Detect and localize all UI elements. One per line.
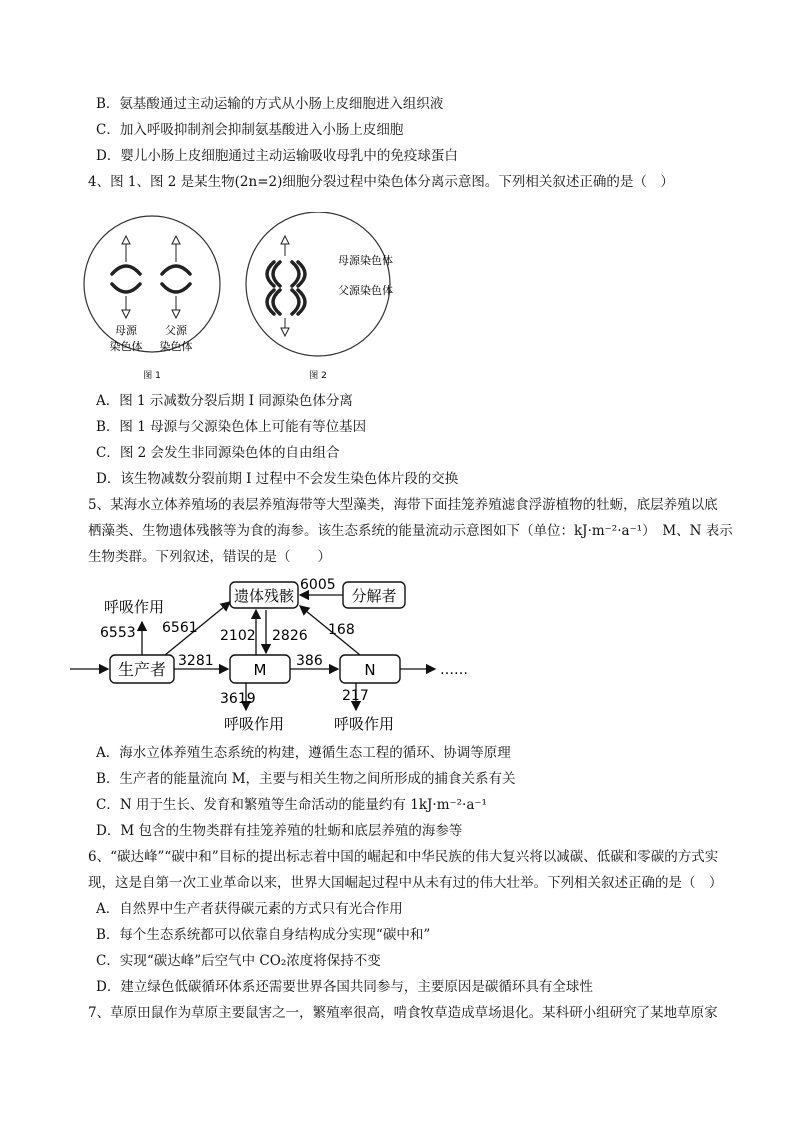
q6-stem-1: 6、“碳达峰”“碳中和”目标的提出标志着中国的崛起和中华民族的伟大复兴将以减碳、低碳和零碳的方式实 (88, 849, 719, 865)
value-producer-m: 3281 (178, 653, 214, 669)
m-label: M (253, 661, 267, 679)
value-n-residue: 168 (328, 622, 355, 638)
value-m-respiration: 3619 (220, 691, 256, 707)
value-producer-residue: 6561 (162, 620, 198, 636)
n-label: N (364, 661, 376, 679)
value-residue-m: 2826 (272, 628, 308, 644)
q6-option-d: D．建立绿色低碳循环体系还需要世界各国共同参与，主要原因是碳循环具有全球性 (96, 979, 593, 995)
fig1-chromosome-maternal (112, 266, 140, 292)
chain-continuation: …… (440, 662, 468, 678)
value-m-residue: 2102 (220, 628, 256, 644)
n-respiration-label: 呼吸作用 (334, 715, 395, 733)
fig2-label-paternal: 父源染色体 (338, 284, 393, 297)
fig2-chromosomes (267, 262, 305, 314)
q4-option-d: D．该生物减数分裂前期 I 过程中不会发生染色体片段的交换 (96, 471, 459, 487)
q5-option-b: B．生产者的能量流向 M，主要与相关生物之间所形成的捕食关系有关 (96, 771, 516, 787)
fig1-cell (84, 216, 220, 352)
producer-respiration-label: 呼吸作用 (104, 598, 165, 616)
q6-option-a: A．自然界中生产者获得碳元素的方式只有光合作用 (96, 901, 403, 917)
value-producer-respiration: 6553 (100, 625, 136, 641)
fig1-label-maternal-2: 染色体 (109, 340, 143, 353)
q4-figure (78, 212, 398, 387)
q5-stem-1: 5、某海水立体养殖场的表层养殖海带等大型藻类，海带下面挂笼养殖滤食浮游植物的牡蛎，底层养殖以底 (88, 497, 718, 513)
value-m-n: 386 (296, 653, 323, 669)
q3-option-b: B．氨基酸通过主动运输的方式从小肠上皮细胞进入组织液 (96, 96, 444, 112)
fig2-label-maternal: 母源染色体 (338, 254, 393, 267)
fig1-label-maternal-1: 母源 (115, 324, 137, 337)
producer-label: 生产者 (117, 660, 167, 679)
q5-option-d: D．M 包含的生物类群有挂笼养殖的牡蛎和底层养殖的海参等 (96, 823, 463, 839)
q4-option-a: A．图 1 示减数分裂后期 I 同源染色体分离 (96, 393, 353, 409)
q4-stem: 4、图 1、图 2 是某生物(2n=2)细胞分裂过程中染色体分离示意图。下列相关叙述正确的是（ ） (88, 174, 674, 190)
fig1-chromosome-paternal (162, 266, 190, 292)
fig1-caption: 图 1 (143, 371, 161, 381)
q6-stem-2: 现，这是自第一次工业革命以来，世界大国崛起过程中从未有过的伟大壮举。下列相关叙述正确的是（ ） (88, 875, 723, 891)
q6-option-c: C．实现“碳达峰”后空气中 CO₂浓度将保持不变 (96, 953, 381, 969)
m-respiration-label: 呼吸作用 (224, 715, 285, 733)
fig2-caption: 图 2 (309, 371, 327, 381)
q5-stem-2: 栖藻类、生物遗体残骸等为食的海参。该生态系统的能量流动示意图如下（单位：kJ·m⁻²·a⁻¹） M、N 表示 (88, 523, 733, 539)
value-n-respiration: 217 (342, 688, 369, 704)
q4-option-c: C．图 2 会发生非同源染色体的自由组合 (96, 445, 340, 461)
q3-option-d: D．婴儿小肠上皮细胞通过主动运输吸收母乳中的免疫球蛋白 (96, 148, 458, 164)
q3-option-c: C．加入呼吸抑制剂会抑制氨基酸进入小肠上皮细胞 (96, 122, 404, 138)
fig1-label-paternal-1: 父源 (165, 324, 187, 337)
q7-stem-1: 7、草原田鼠作为草原主要鼠害之一，繁殖率很高，啃食牧草造成草场退化。某科研小组研究了某地草原家 (88, 1005, 718, 1021)
decomposer-label: 分解者 (351, 587, 397, 605)
q6-option-b: B．每个生态系统都可以依靠自身结构成分实现“碳中和” (96, 927, 431, 943)
q4-option-b: B．图 1 母源与父源染色体上可能有等位基因 (96, 419, 367, 435)
value-residue-decomposer: 6005 (300, 577, 336, 593)
residue-label: 遗体残骸 (233, 587, 295, 605)
q5-stem-3: 生物类群。下列叙述，错误的是（ ） (88, 549, 331, 565)
q5-option-a: A．海水立体养殖生态系统的构建，遵循生态工程的循环、协调等原理 (96, 745, 511, 761)
q5-option-c: C．N 用于生长、发育和繁殖等生命活动的能量约有 1kJ·m⁻²·a⁻¹ (96, 797, 487, 813)
fig1-label-paternal-2: 染色体 (159, 340, 193, 353)
q5-energy-flow-diagram (70, 572, 520, 740)
